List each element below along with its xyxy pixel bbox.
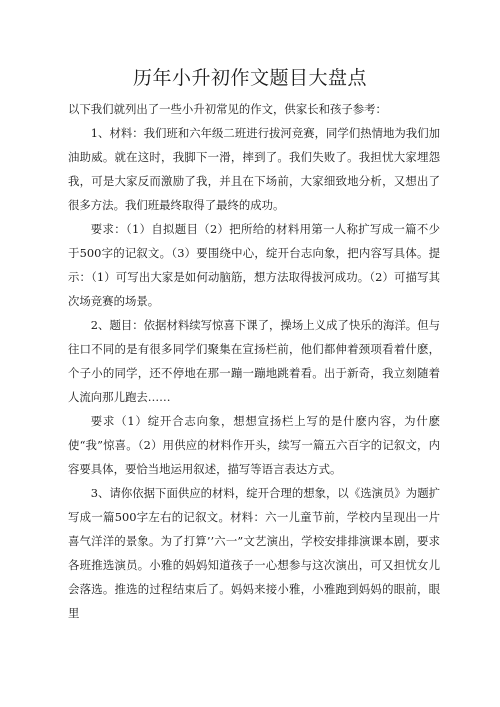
- topic-2-requirements-paragraph: 要求（1）绽开合志向象，想想宣扬栏上写的是什麽内容，为什麽使“我”惊喜。（2）用供应的材料作开头，续写一篇五六百字的记叙文，内容要具体，要恰当地运用叙述，描写等语言表达方式。: [68, 414, 440, 476]
- topic-1-requirements-paragraph: 要求：（1）自拟题目（2）把所给的材料用第一人称扩写成一篇不少于500字的记叙文。（3）要围绕中心，绽开台志向象，把内容写具体。提示：（1）可写出大家是如何动脑筋，想方法取得拔河成功。（2）可描写其次场竞赛的场景。: [68, 222, 440, 308]
- intro-paragraph: 以下我们就列出了一些小升初常见的作文，供家长和孩子参考：: [68, 102, 387, 116]
- topic-1-material-paragraph: 1、材料：我们班和六年级二班进行拔河竞赛，同学们热情地为我们加油助威。就在这时，我脚下一滑，摔到了。我们失败了。我担忧大家埋怨我，可是大家反而激励了我，并且在下场前，大家细致地分析，又想出了很多方法。我们班最终取得了最终的成功。: [68, 126, 440, 212]
- topic-3-paragraph: 3、请你依据下面供应的材料，绽开合理的想象，以《选演员》为题扩写成一篇500字左右的记叙文。材料：六一儿童节前，学校内呈现出一片喜气洋洋的景象。为了打算’’六一”文艺演出，学校安排排演课本剧，要求各班推选演员。小雅的妈妈知道孩子一心想参与这次演出，可又担忧女儿会落选。推选的过程结束后了。妈妈来接小雅，小雅跑到妈妈的眼前，眼里: [68, 486, 440, 620]
- topic-2-material-paragraph: 2、题目：依据材料续写惊喜下课了，操场上义成了快乐的海洋。但与往口不同的是有很多同学们聚集在宣扬栏前，他们都伸着颈项看着什麽，个子小的同学，还不停地在那一蹦一蹦地跳着看。出于新奇，我立刻随着人流向那儿跑去……: [68, 318, 440, 404]
- page-title: 历年小升初作文题目大盘点: [132, 67, 367, 89]
- document-body: [68, 97, 440, 625]
